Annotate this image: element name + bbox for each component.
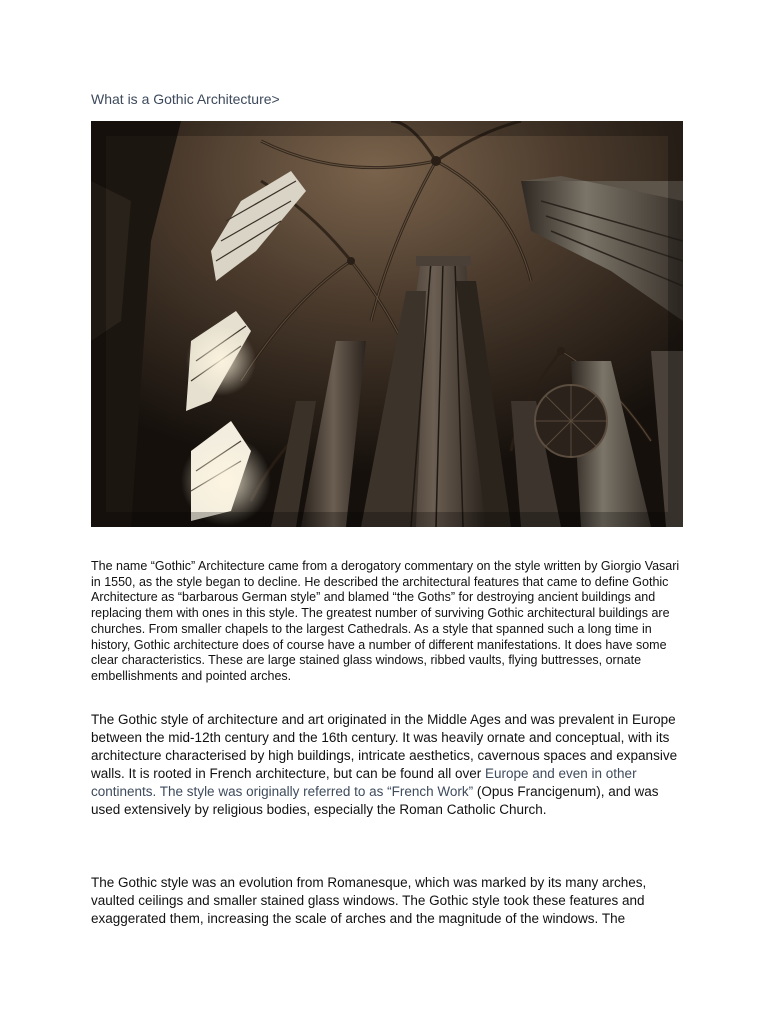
paragraph-2-part-c: (Opus Francigenum), and was used extensively by religious bodies, especially the Roman Catholic Church. (91, 784, 659, 817)
cathedral-illustration (91, 121, 683, 527)
paragraph-evolution-from-romanesque: The Gothic style was an evolution from Romanesque, which was marked by its many arches, vaulted ceilings and smaller stained glass windows. The Gothic style took these features and exaggerated them, increasing the scale of arches and the magnitude of the windows. The (91, 875, 647, 926)
paragraph-gothic-style-origin (91, 711, 691, 819)
cathedral-photo (91, 121, 683, 527)
paragraph-origin-of-name: The name “Gothic” Architecture came from a derogatory commentary on the style written by Giorgio Vasari in 1550, as the style began to decline. He described the architectural features that came to define Gothic Architecture as “barbarous German style” and blamed “the Goths” for destroying ancient buildings and replacing them with ones in this style. The greatest number of surviving Gothic architectural buildings are churches. From smaller chapels to the largest Cathedrals. As a style that spanned such a long time in history, Gothic architecture does of course have a number of different manifestations. It does have some clear characteristics. These are large stained glass windows, ribbed vaults, flying buttresses, ornate embellishments and pointed arches. (91, 559, 680, 683)
paragraph-2-part-a: The Gothic style of architecture and art originated in the Middle Ages and was prevalent in Europe between the mid-12th century and the 16th century. It was heavily ornate and conceptual, with its architecture characterised by high buildings, intricate aesthetics, cavernous spaces and expansive walls. It is rooted in French architecture, but can be found all over (91, 712, 678, 781)
paragraph-2-part-b: Europe and even in other continents. The style was originally referred to as “French Work” (91, 766, 637, 799)
page-title: What is a Gothic Architecture> (91, 91, 280, 107)
